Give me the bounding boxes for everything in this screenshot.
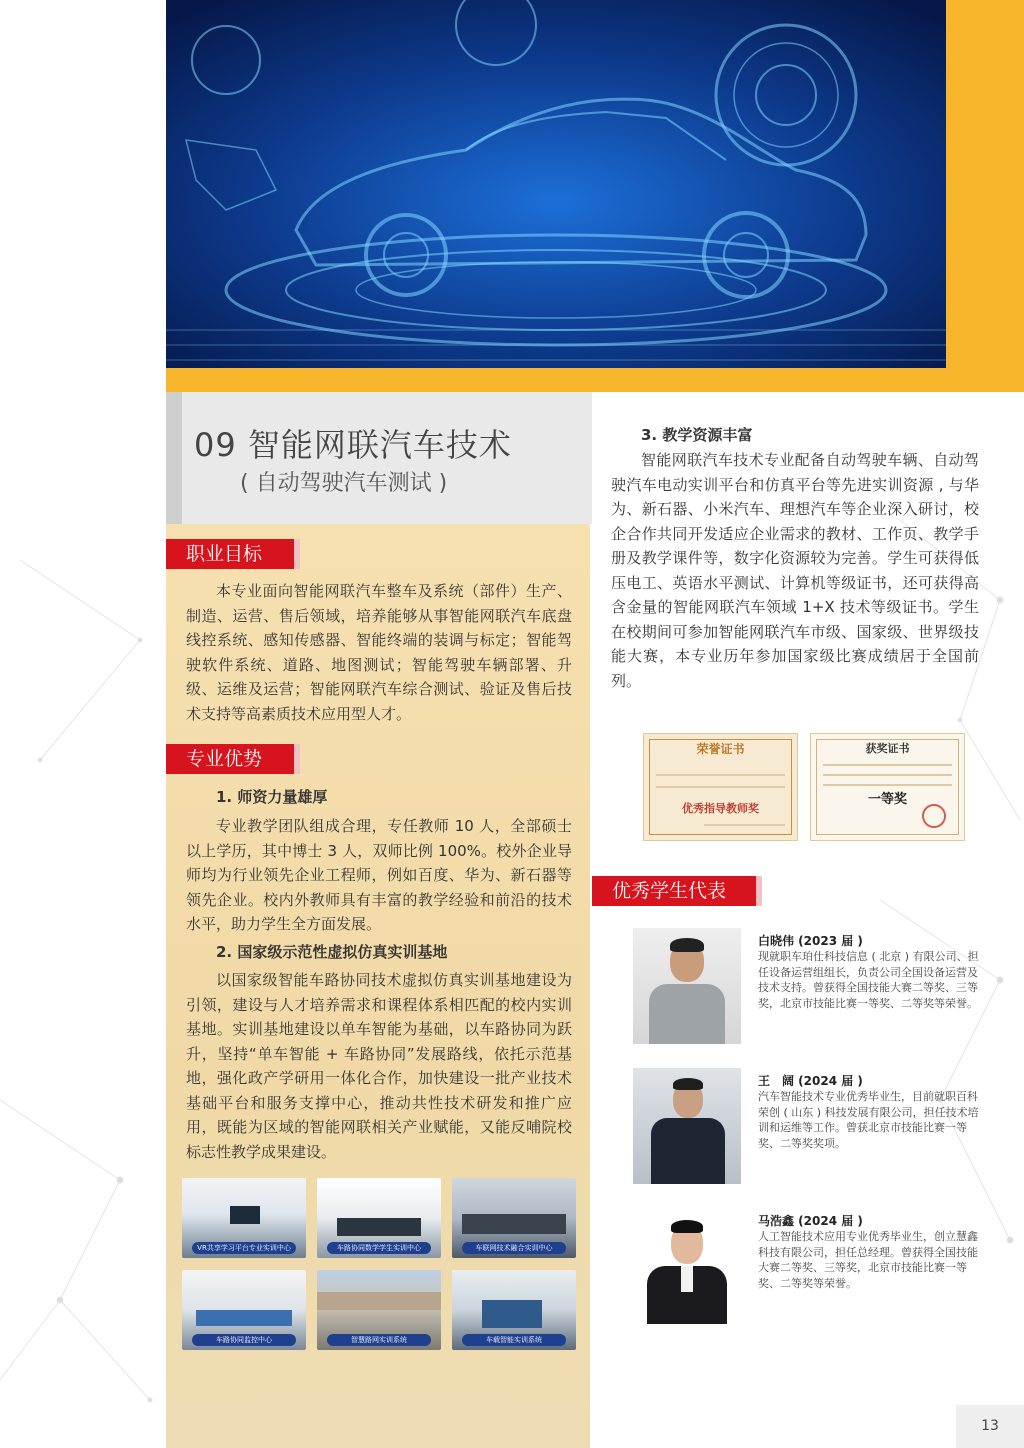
award-certificate (810, 733, 965, 841)
certificate-award: 优秀指导教师奖 (682, 802, 759, 815)
advantage-1-text: 专业教学团队组成合理，专任教师 10 人，全部硕士以上学历，其中博士 3 人，双师比例 100%。校外企业导师均为行业领先企业工程师，例如百度、华为、新石器等领先企业。校内外教师具有丰富的教学经验和前沿的技术水平，助力学生全方面发展。 (186, 817, 572, 933)
seal-icon (922, 804, 946, 828)
photo-caption: 车路协同监控中心 (192, 1334, 296, 1346)
students-heading: 优秀学生代表 (592, 876, 756, 906)
student-name-1: 白晓伟 (2023 届 ) (758, 934, 863, 948)
photo-caption: 车联网技术融合实训中心 (462, 1242, 566, 1254)
section-title: 09 智能网联汽车技术 (194, 426, 512, 464)
student-desc-1: 现就职车珀仕科技信息 ( 北京 ) 有限公司、担任设备运营组组长，负责公司全国设备运营及技术支持。曾获得全国技能大赛二等奖、三等奖，北京市技能比赛一等奖、二等奖等荣誉。 (758, 950, 979, 1010)
photo-caption: 智慧路网实训系统 (327, 1334, 431, 1346)
title-accent-bar (166, 392, 182, 524)
section-subtitle: ( 自动驾驶汽车测试 ) (240, 471, 448, 496)
advantage-3-title: 3. 教学资源丰富 (641, 426, 753, 444)
student-name-2: 王 阔 (2024 届 ) (758, 1074, 863, 1088)
advantage-3-text: 智能网联汽车技术专业配备自动驾驶车辆、自动驾驶汽车电动实训平台和仿真平台等先进实训资源 , 与华为、新石器、小米汽车、理想汽车等企业深入研讨，校企合作共同开发适应企业需求的教材、工作页、教学手册及教学课件等，数字化资源较为完善。学生可获得低压电工、英语水平测试、计算机等级证书，还可获得高含金量的智能网联汽车领域 1+X 技术等级证书。学生在校期间可参加智能网联汽车市级、国家级、世界级技能大赛，本专业历年参加国家级比赛成绩居于全国前列。 (611, 451, 979, 690)
car-hologram-image (166, 0, 946, 368)
certificate-title: 获奖证书 (865, 742, 910, 755)
photo-training-center-3 (452, 1178, 576, 1258)
student-desc-2: 汽车智能技术专业优秀毕业生，目前就职百科荣创 ( 山东 ) 科技发展有限公司，担任技术培训和运维等工作。曾获北京市技能比赛一等奖、二等奖奖项。 (758, 1090, 979, 1150)
photo-caption: VR共享学习平台专业实训中心 (192, 1242, 296, 1254)
advantage-1-title: 1. 师资力量雄厚 (216, 788, 328, 806)
page-number: 13 (956, 1405, 1024, 1448)
photo-caption: 车路协同数学学生实训中心 (327, 1242, 431, 1254)
advantages-heading: 专业优势 (166, 744, 294, 774)
hero-banner (166, 0, 1024, 392)
photo-monitor-center (182, 1270, 306, 1350)
student-name-3: 马浩鑫 (2024 届 ) (758, 1214, 863, 1228)
student-photo-1 (633, 928, 741, 1044)
student-photo-2 (633, 1068, 741, 1184)
photo-vehicle-system (452, 1270, 576, 1350)
student-photo-3 (633, 1208, 741, 1324)
certificate-title: 荣誉证书 (696, 742, 745, 756)
certificate-award: 一等奖 (867, 792, 907, 807)
student-desc-3: 人工智能技术应用专业优秀毕业生，创立慧鑫科技有限公司，担任总经理。曾获得全国技能大赛二等奖、三等奖，北京市技能比赛一等奖、二等奖等荣誉。 (758, 1230, 978, 1290)
advantage-2-text: 以国家级智能车路协同技术虚拟仿真实训基地建设为引领，建设与人才培养需求和课程体系相匹配的校内实训基地。实训基地建设以单车智能为基础，以车路协同为跃升，坚持“单车智能 + 车路协同”发展路线，依托示范基地，强化政产学研用一体化合作，加快建设一批产业技术基础平台和服务支撑中心，推动共性技术研发和推广应用，既能为区域的智能网联相关产业赋能，又能反哺院校标志性教学成果建设。 (186, 971, 572, 1161)
photo-training-center-2 (317, 1178, 441, 1258)
advantage-2-title: 2. 国家级示范性虚拟仿真实训基地 (216, 943, 448, 961)
career-goal-text: 本专业面向智能网联汽车整车及系统（部件）生产、制造、运营、售后领域，培养能够从事智能网联汽车底盘线控系统、感知传感器、智能终端的装调与标定；智能驾驶软件系统、道路、地图测试；智能驾驶车辆部署、升级、运维及运营；智能网联汽车综合测试、验证及售后技术支持等高素质技术应用型人才。 (186, 582, 572, 723)
photo-training-center-1 (182, 1178, 306, 1258)
honor-certificate (643, 733, 798, 841)
career-goal-heading: 职业目标 (166, 539, 294, 569)
photo-smart-road (317, 1270, 441, 1350)
photo-caption: 车载智能实训系统 (462, 1334, 566, 1346)
